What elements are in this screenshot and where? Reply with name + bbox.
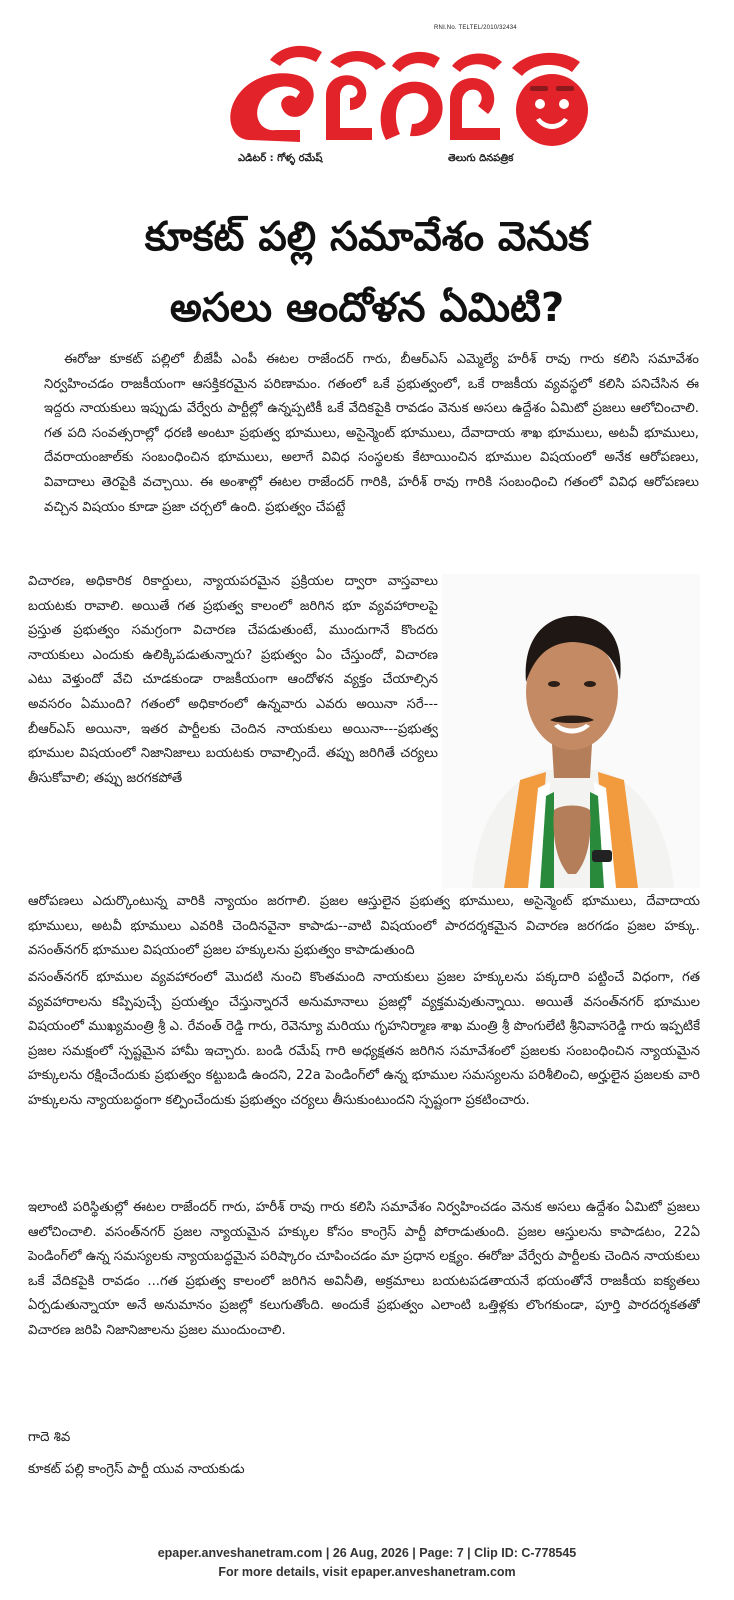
article-paragraph-4: ఇలాంటి పరిస్థితుల్లో ఈటల రాజేందర్ గారు, హరీశ్ రావు గారు కలిసి సమావేశం నిర్వహించడం వెనుక అసలు ఉద్దేశం ఏమిటో ప్రజలు ఆలోచించాలి. వసంత్‌నగర్ ప్రజల న్యాయమైన హక్కుల కోసం కాంగ్రెస్ పార్టీ పోరాడుతుంది. ప్రజల ఆస్తులను కాపాడటం, 22ఏ పెండింగ్‌లో ఉన్న సమస్యలకు న్యాయబద్ధమైన పరిష్కారం చూపించడం మా ప్రధాన లక్ష్యం. ఈరోజు వేర్వేరు పార్టీలకు చెందిన నాయకులు ఒకే వేదికపైకి రావడం ...గత ప్రభుత్వ కాలంలో జరిగిన అవినీతి, అక్రమాలు బయటపడతాయనే భయంతోనే రాజకీయ ఐక్యతలు ఏర్పడుతున్నాయా అనే అనుమానం ప్రజల్లో కలుగుతోంది. అందుకే ప్రభుత్వం ఎలాంటి ఒత్తిళ్లకు లొంగకుండా, పూర్తి పారదర్శకతతో విచారణ జరిపి నిజానిజాలను ప్రజల ముందుంచాలి.	[28, 1200, 700, 1338]
newspaper-logo	[0, 0, 734, 190]
editor-credit: ఎడిటర్ : గోళ్ళ రమేష్	[238, 153, 323, 164]
article-paragraph-2: ఆరోపణలు ఎదుర్కొంటున్న వారికి న్యాయం జరగాలి. ప్రజల ఆస్తులైన ప్రభుత్వ భూములు, అసైన్మెంట్ భూములు, దేవాదాయ భూములు, అటవీ భూములు ఎవరికి చెందినవైనా కాపాడు--వాటి విషయంలో పారదర్శకమైన విచారణ జరగడం ప్రజల హక్కు. వసంత్‌నగర్ భూముల విషయంలో ప్రజల హక్కులను ప్రభుత్వం కాపాడుతుంది	[28, 894, 700, 959]
headline-line-1: కూకట్ పల్లి సమావేశం వెనుక	[144, 214, 590, 260]
footer-clip-info: epaper.anveshanetram.com | 26 Aug, 2026 | Page: 7 | Clip ID: C-778545	[157, 1546, 577, 1560]
article-paragraph-3: వసంత్‌నగర్ భూముల వ్యవహారంలో మొదటి నుంచి కొంతమంది నాయకులు ప్రజల హక్కులను పక్కదారి పట్టించే విధంగా, గత వ్యవహారాలను కప్పిపుచ్చే ప్రయత్నం చేస్తున్నారనే అనుమానాలు ప్రజల్లో వ్యక్తమవుతున్నాయి. అయితే వసంత్‌నగర్ భూముల విషయంలో ముఖ్యమంత్రి శ్రీ ఎ. రేవంత్ రెడ్డి గారు, రెవెన్యూ మరియు గృహనిర్మాణ శాఖ మంత్రి శ్రీ పొంగులేటి శ్రీనివాసరెడ్డి గారు ఇప్పటికే ప్రజల సమక్షంలో స్పష్టమైన హామీ ఇచ్చారు. బండి రమేష్ గారి అధ్యక్షతన జరిగిన సమావేశంలో ప్రజలకు సంబంధించిన న్యాయమైన హక్కులను రక్షించేందుకు ప్రభుత్వం కట్టుబడి ఉందని, 22a పెండింగ్‌లో ఉన్న భూముల సమస్యలను పరిశీలించి, అర్హులైన ప్రజలకు వారి హక్కులను న్యాయబద్ధంగా కల్పించేందుకు ప్రభుత్వం చర్యలు తీసుకుంటుందని స్పష్టంగా ప్రకటించారు.	[28, 970, 700, 1108]
article-paragraph-1: ఈరోజు కూకట్ పల్లిలో బీజేపీ ఎంపీ ఈటల రాజేందర్ గారు, బీఆర్ఎస్ ఎమ్మెల్యే హరీశ్ రావు గారు కలిసి సమావేశం నిర్వహించడం రాజకీయంగా ఆసక్తికరమైన పరిణామం. గతంలో ఒకే ప్రభుత్వంలో, ఒకే రాజకీయ వ్యవస్థలో కలిసి పనిచేసిన ఈ ఇద్దరు నాయకులు ఇప్పుడు వేర్వేరు పార్టీల్లో ఉన్నప్పటికీ ఒకే వేదికపైకి రావడం వెనుక అసలు ఉద్దేశం ఏమిటో ప్రజలు ఆలోచించాలి. గత పది సంవత్సరాల్లో ధరణి అంటూ ప్రభుత్వ భూములు, అసైన్మెంట్ భూములు, దేవాదాయ శాఖ భూములు, అటవీ భూములు, దేవరాయంజాల్‌కు సంబంధించిన భూములు, అలాగే వివిధ సంస్థలకు కేటాయించిన భూముల విషయంలో అనేక ఆరోపణలు, వివాదాలు తెరపైకి వచ్చాయి. ఈ అంశాల్లో ఈటల రాజేందర్ గారికి, హరీశ్ రావు గారికి సంబంధించి గతంలో వివిధ ఆరోపణలు వచ్చిన విషయం కూడా ప్రజా చర్చలో ఉంది. ప్రభుత్వం చేపట్టే	[44, 352, 699, 515]
author-photo	[442, 574, 700, 888]
article-paragraph-1-continued: విచారణ, అధికారిక రికార్డులు, న్యాయపరమైన ప్రక్రియల ద్వారా వాస్తవాలు బయటకు రావాలి. అయితే గత ప్రభుత్వ కాలంలో జరిగిన భూ వ్యవహారాలపై ప్రస్తుత ప్రభుత్వం సమగ్రంగా విచారణ చేపడుతుంటే, ముందుగానే కొందరు నాయకులు ఎందుకు ఉలిక్కిపడుతున్నారు? ప్రభుత్వం ఏం చేస్తుందో, విచారణ ఎటు వెళ్తుందో వేచి చూడకుండా రాజకీయంగా ఆందోళన వ్యక్తం చేయాల్సిన అవసరం ఏముంది? గతంలో అధికారంలో ఉన్నవారు ఎవరు అయినా సరే---బీఆర్ఎస్ అయినా, ఇతర పార్టీలకు చెందిన నాయకులు అయినా---ప్రభుత్వ భూముల విషయంలో నిజానిజాలు బయటకు రావాల్సిందే. తప్పు జరిగితే చర్యలు తీసుకోవాలి; తప్పు జరగకపోతే	[28, 574, 438, 786]
person-portrait-icon	[442, 574, 700, 888]
registration-number: RNI.No. TELTEL/2010/32434	[434, 25, 517, 31]
masthead	[0, 0, 734, 190]
headline-line-2: అసలు ఆందోళన ఏమిటి?	[169, 285, 565, 331]
newspaper-tagline: తెలుగు దినపత్రిక	[448, 153, 514, 164]
author-name: గాదె శివ	[28, 1430, 71, 1445]
footer-visit-link[interactable]: For more details, visit epaper.anveshanetram.com	[218, 1565, 516, 1579]
author-role: కూకట్ పల్లి కాంగ్రెస్ పార్టీ యువ నాయకుడు	[28, 1462, 245, 1477]
